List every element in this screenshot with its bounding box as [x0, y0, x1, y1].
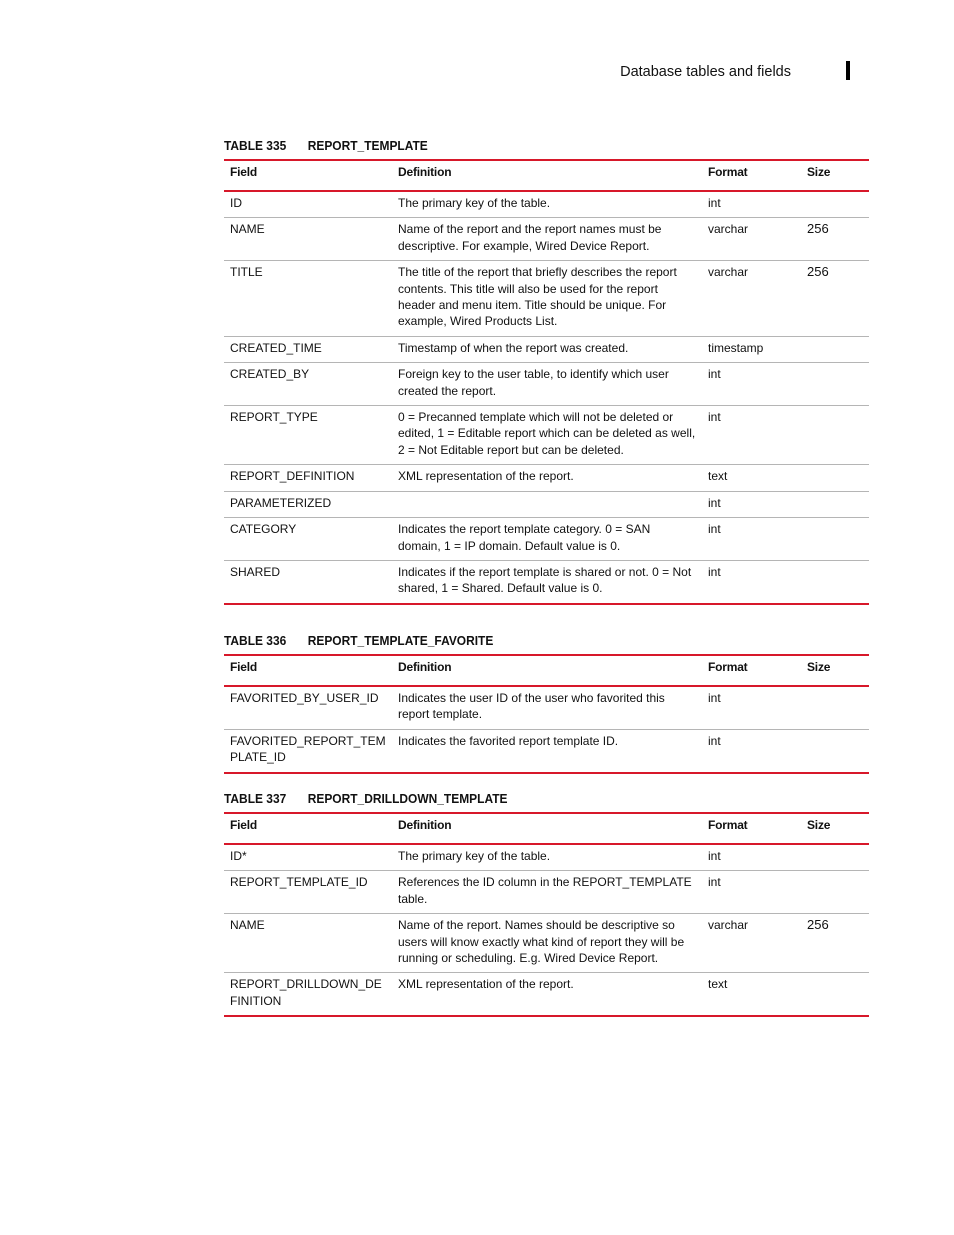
cell-definition: XML representation of the report.: [392, 465, 702, 491]
table-337: [224, 792, 869, 1017]
table-row: [224, 560, 869, 603]
cell-field: REPORT_DEFINITION: [224, 465, 392, 491]
cell-size: [801, 406, 869, 465]
table-335: [224, 139, 869, 605]
cell-size: [801, 686, 869, 729]
cell-size: 256: [801, 218, 869, 261]
table-row: [224, 363, 869, 406]
cell-format: timestamp: [702, 336, 801, 362]
cell-format: varchar: [702, 914, 801, 973]
cell-size: [801, 465, 869, 491]
table-number: TABLE 335: [224, 138, 287, 153]
header-marker-bar: [846, 61, 850, 80]
cell-format: int: [702, 686, 801, 729]
cell-field: NAME: [224, 914, 392, 973]
cell-size: [801, 729, 869, 772]
cell-definition: Indicates if the report template is shared or not. 0 = Not shared, 1 = Shared. Default value is 0.: [398, 564, 692, 596]
column-header-definition: Definition: [392, 160, 702, 191]
cell-definition: Timestamp of when the report was created.: [392, 336, 702, 362]
table-row: [224, 844, 869, 871]
column-header-field: Field: [224, 160, 392, 191]
table-name: REPORT_TEMPLATE_FAVORITE: [307, 633, 494, 648]
table-name: REPORT_DRILLDOWN_TEMPLATE: [307, 791, 508, 806]
table-row: [224, 914, 869, 973]
cell-field: ID: [224, 191, 392, 218]
column-header-format: Format: [702, 655, 801, 686]
cell-format: int: [702, 844, 801, 871]
column-header-definition: Definition: [392, 813, 702, 844]
cell-format: varchar: [702, 261, 801, 337]
column-header-format: Format: [702, 160, 801, 191]
cell-definition: The primary key of the table.: [392, 844, 702, 871]
cell-format: int: [702, 191, 801, 218]
cell-definition: Indicates the user ID of the user who favorited this report template.: [392, 686, 702, 729]
table-row: [224, 491, 869, 517]
cell-definition: Name of the report. Names should be descriptive so users will know exactly what kind of report they will be running or scheduling. E.g. Wired Device Report.: [392, 914, 702, 973]
table-name: REPORT_TEMPLATE: [307, 138, 428, 153]
cell-definition: XML representation of the report.: [398, 977, 574, 992]
cell-field: FAVORITED_REPORT_TEMPLATE_ID: [230, 733, 386, 765]
cell-definition: The primary key of the table.: [392, 191, 702, 218]
column-header-size: Size: [801, 160, 869, 191]
page-header-title: Database tables and fields: [620, 64, 791, 80]
cell-field: REPORT_TEMPLATE_ID: [224, 871, 392, 914]
cell-format: varchar: [702, 218, 801, 261]
cell-format: int: [702, 406, 801, 465]
data-table: [224, 159, 869, 605]
cell-definition: 0 = Precanned template which will not be deleted or edited, 1 = Editable report which can be deleted as well, 2 = Not Editable report but can be deleted.: [392, 406, 702, 465]
cell-size: [801, 363, 869, 406]
cell-format: int: [702, 518, 801, 561]
cell-size: [801, 871, 869, 914]
cell-field: FAVORITED_BY_USER_ID: [224, 686, 392, 729]
column-header-size: Size: [801, 655, 869, 686]
table-row: [224, 686, 869, 729]
column-header-field: Field: [224, 813, 392, 844]
table-caption: [224, 792, 817, 812]
table-header-row: [224, 160, 869, 191]
cell-size: 256: [801, 914, 869, 973]
column-header-format: Format: [702, 813, 801, 844]
cell-definition: Name of the report and the report names must be descriptive. For example, Wired Device Report.: [392, 218, 702, 261]
table-row: [224, 871, 869, 914]
cell-definition: The title of the report that briefly describes the report contents. This title will also be used for the report header and menu item. Title should be unique. For example, Wired Products List.: [392, 261, 702, 337]
table-row: [224, 191, 869, 218]
table-number: TABLE 336: [224, 633, 287, 648]
cell-definition: [392, 491, 702, 517]
cell-size: [801, 844, 869, 871]
cell-definition: References the ID column in the REPORT_TEMPLATE table.: [392, 871, 702, 914]
cell-definition: Indicates the report template category. 0 = SAN domain, 1 = IP domain. Default value is 0.: [392, 518, 702, 561]
cell-field: TITLE: [224, 261, 392, 337]
cell-field: CREATED_TIME: [224, 336, 392, 362]
table-row: [224, 261, 869, 337]
cell-format: text: [708, 977, 728, 992]
data-table: [224, 654, 869, 774]
cell-field: SHARED: [230, 564, 281, 579]
cell-field: NAME: [224, 218, 392, 261]
data-table: [224, 812, 869, 1017]
table-336: [224, 634, 869, 774]
table-row: [224, 729, 869, 772]
cell-size: [801, 973, 869, 1016]
cell-size: [801, 518, 869, 561]
cell-format: int: [702, 491, 801, 517]
cell-size: 256: [801, 261, 869, 337]
table-row: [224, 218, 869, 261]
cell-format: int: [702, 363, 801, 406]
column-header-size: Size: [801, 813, 869, 844]
cell-field: CATEGORY: [224, 518, 392, 561]
table-header-row: [224, 655, 869, 686]
cell-field: CREATED_BY: [224, 363, 392, 406]
table-header-row: [224, 813, 869, 844]
table-row: [224, 465, 869, 491]
table-row: [224, 336, 869, 362]
table-row: [224, 973, 869, 1016]
table-row: [224, 518, 869, 561]
table-number: TABLE 337: [224, 791, 287, 806]
cell-field: REPORT_TYPE: [224, 406, 392, 465]
cell-format: int: [702, 871, 801, 914]
table-caption: [224, 139, 817, 159]
cell-size: [801, 191, 869, 218]
column-header-field: Field: [224, 655, 392, 686]
table-caption: [224, 634, 817, 654]
cell-format: int: [708, 564, 721, 579]
cell-definition: Indicates the favorited report template ID.: [398, 733, 619, 748]
cell-format: text: [702, 465, 801, 491]
column-header-definition: Definition: [392, 655, 702, 686]
cell-format: int: [708, 733, 721, 748]
table-row: [224, 406, 869, 465]
cell-size: [801, 491, 869, 517]
cell-definition: Foreign key to the user table, to identify which user created the report.: [392, 363, 702, 406]
cell-field: REPORT_DRILLDOWN_DEFINITION: [230, 977, 382, 1008]
cell-size: [801, 336, 869, 362]
cell-field: PARAMETERIZED: [224, 491, 392, 517]
cell-size: [801, 560, 869, 603]
cell-field: ID*: [224, 844, 392, 871]
